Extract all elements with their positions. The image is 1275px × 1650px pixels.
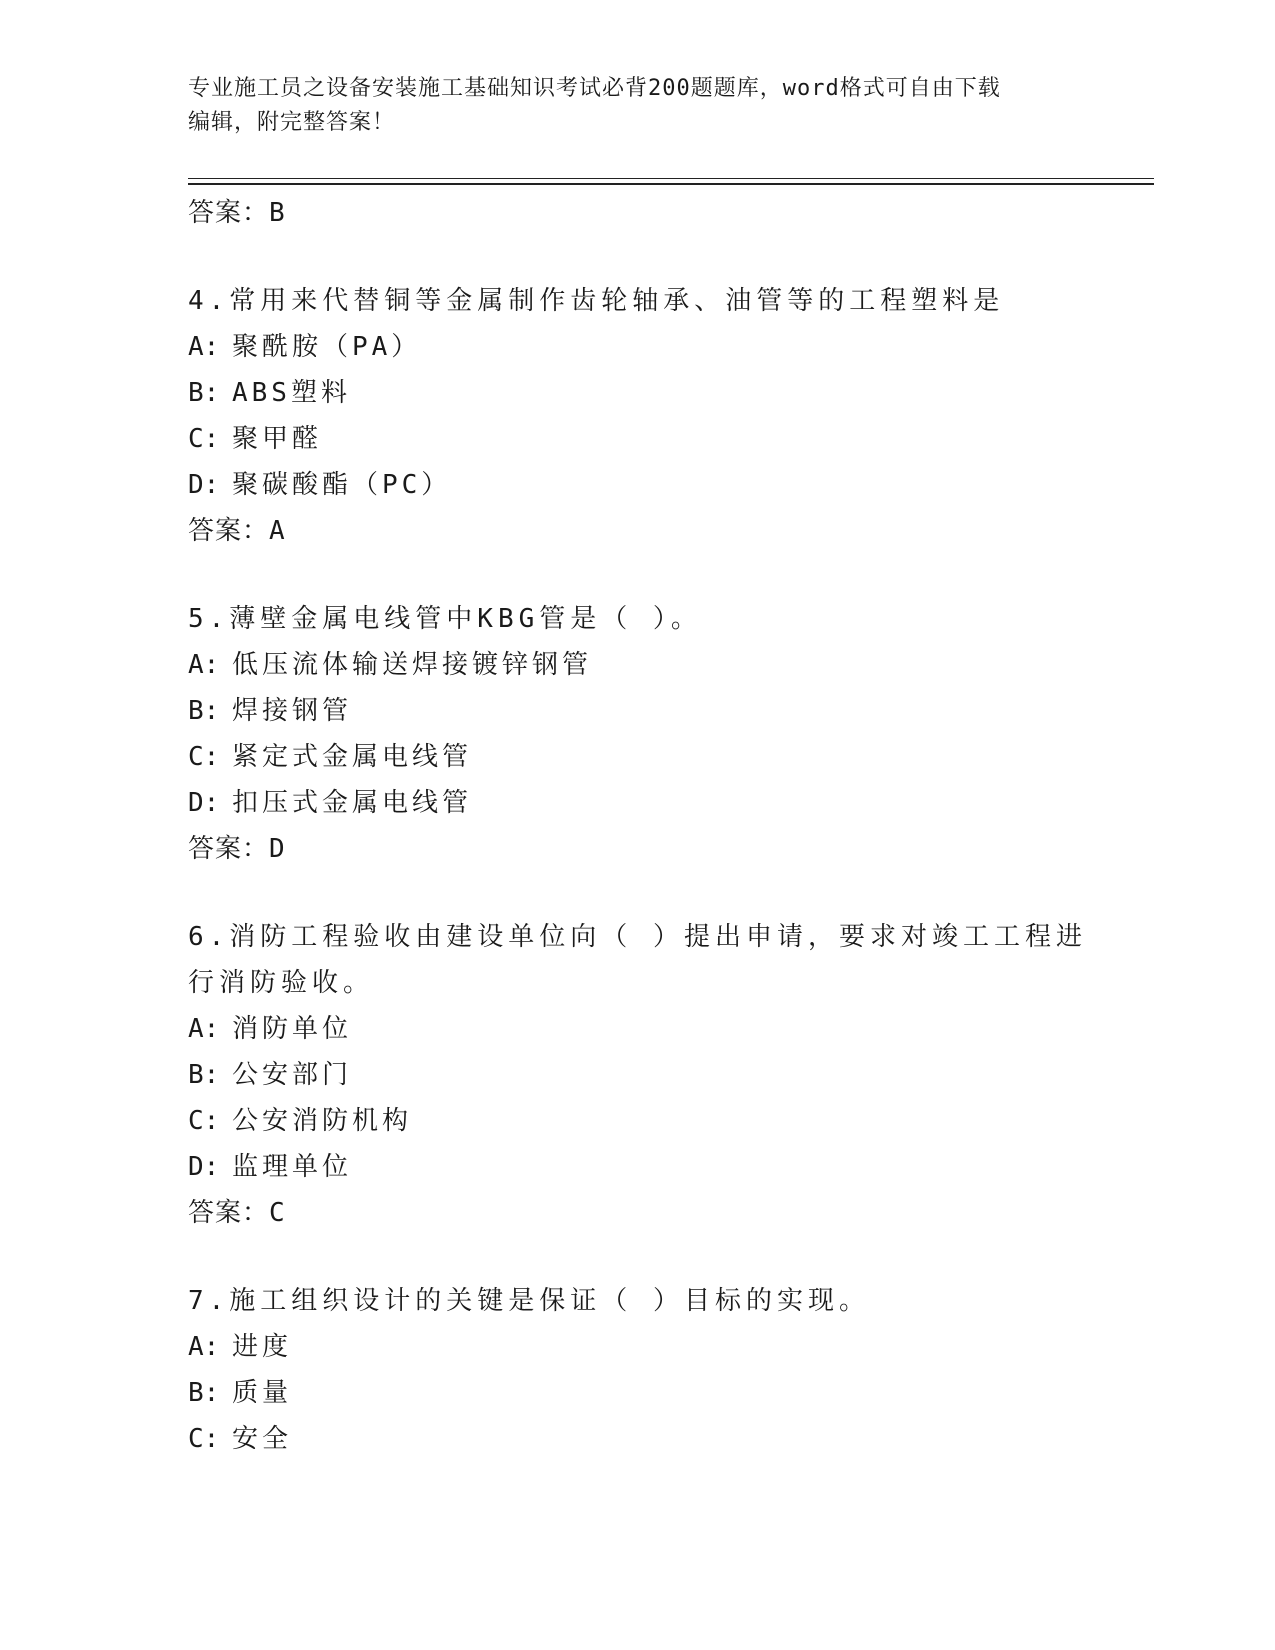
option-key: D: <box>188 1152 220 1182</box>
option-b <box>188 1370 1088 1416</box>
option-c <box>188 1416 1088 1462</box>
header-title-line-1: 专业施工员之设备安装施工基础知识考试必背200题题库，word格式可自由下载 <box>188 76 1001 101</box>
option-text: 聚酰胺（PA） <box>232 332 422 362</box>
option-text: ABS塑料 <box>232 378 351 408</box>
question-list <box>188 190 1088 1462</box>
question-text: 5.薄壁金属电线管中KBG管是（ ）。 <box>188 604 702 634</box>
option-text: 公安部门 <box>232 1060 353 1090</box>
question-text: 4.常用来代替铜等金属制作齿轮轴承、油管等的工程塑料是 <box>188 286 1005 316</box>
option-d <box>188 780 1088 826</box>
option-key: C: <box>188 1106 220 1136</box>
option-key: A: <box>188 1332 220 1362</box>
option-b <box>188 688 1088 734</box>
option-a <box>188 1324 1088 1370</box>
header-title-line-2: 编辑，附完整答案！ <box>188 110 396 135</box>
option-text: 公安消防机构 <box>232 1106 413 1136</box>
option-text: 紧定式金属电线管 <box>232 742 473 772</box>
option-text: 扣压式金属电线管 <box>232 788 473 818</box>
answer-line: 答案：C <box>188 1198 286 1228</box>
option-b <box>188 1052 1088 1098</box>
option-text: 低压流体输送焊接镀锌钢管 <box>232 650 593 680</box>
document-header <box>188 72 1088 140</box>
answer-line: 答案：B <box>188 198 286 228</box>
answer-line: 答案：D <box>188 834 286 864</box>
question-item <box>188 596 1088 872</box>
question-item <box>188 914 1088 1236</box>
question-text: 6.消防工程验收由建设单位向（ ）提出申请，要求对竣工工程进行消防验收。 <box>188 922 1087 998</box>
option-a <box>188 642 1088 688</box>
option-key: C: <box>188 1424 220 1454</box>
option-key: D: <box>188 470 220 500</box>
option-key: B: <box>188 1378 220 1408</box>
option-b <box>188 370 1088 416</box>
option-text: 监理单位 <box>232 1152 353 1182</box>
answer-line: 答案：A <box>188 516 286 546</box>
option-c <box>188 1098 1088 1144</box>
option-key: A: <box>188 1014 220 1044</box>
question-item <box>188 1278 1088 1462</box>
option-text: 进度 <box>232 1332 293 1362</box>
option-text: 质量 <box>232 1378 293 1408</box>
option-text: 安全 <box>232 1424 293 1454</box>
question-item <box>188 278 1088 554</box>
option-key: A: <box>188 650 220 680</box>
option-key: B: <box>188 378 220 408</box>
option-d <box>188 1144 1088 1190</box>
option-c <box>188 416 1088 462</box>
option-a <box>188 1006 1088 1052</box>
header-divider-thin <box>188 178 1154 179</box>
option-text: 聚碳酸酯（PC） <box>232 470 452 500</box>
option-key: B: <box>188 696 220 726</box>
header-divider-thick <box>188 183 1154 185</box>
option-text: 消防单位 <box>232 1014 353 1044</box>
option-key: C: <box>188 424 220 454</box>
option-a <box>188 324 1088 370</box>
option-key: B: <box>188 1060 220 1090</box>
option-text: 焊接钢管 <box>232 696 353 726</box>
option-key: D: <box>188 788 220 818</box>
option-text: 聚甲醛 <box>232 424 323 454</box>
option-key: A: <box>188 332 220 362</box>
option-d <box>188 462 1088 508</box>
question-text: 7.施工组织设计的关键是保证（ ）目标的实现。 <box>188 1286 870 1316</box>
option-key: C: <box>188 742 220 772</box>
option-c <box>188 734 1088 780</box>
